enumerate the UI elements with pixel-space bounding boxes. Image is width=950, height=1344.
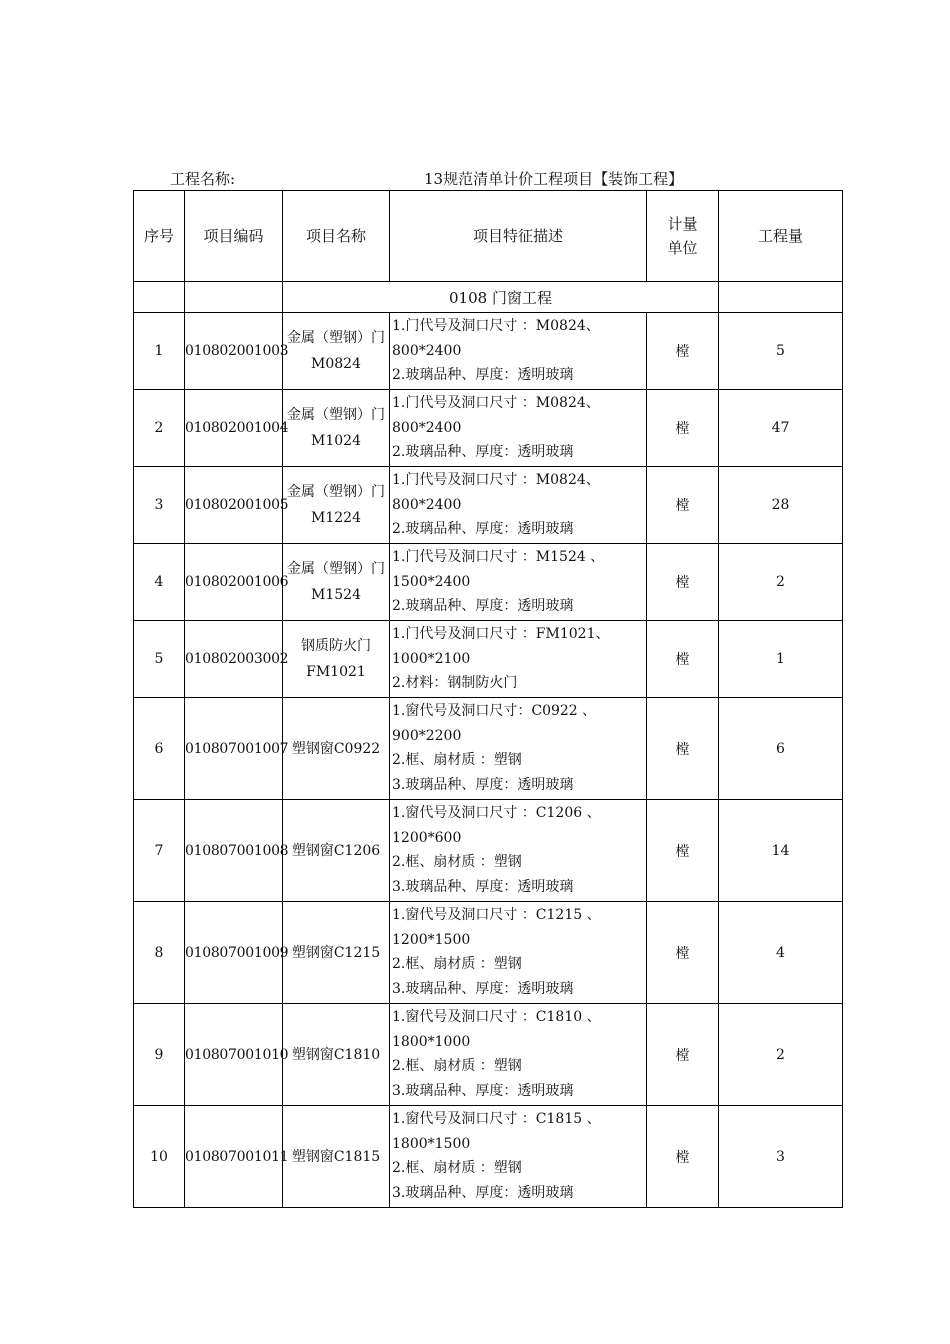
section-empty-cell — [719, 282, 843, 313]
row-description-lines — [390, 1004, 646, 1103]
row-unit: 樘 — [647, 1004, 719, 1106]
row-description-lines — [390, 313, 646, 388]
row-name — [283, 544, 390, 621]
row-seq: 3 — [134, 467, 185, 544]
row-description-lines — [390, 800, 646, 899]
row-name-line: 塑钢窗C0922 — [291, 740, 381, 757]
row-description-lines — [390, 544, 646, 619]
section-empty-cell — [134, 282, 185, 313]
row-unit: 樘 — [647, 313, 719, 390]
row-seq: 2 — [134, 390, 185, 467]
row-name — [283, 1004, 390, 1106]
row-description-line: 3.玻璃品种、厚度：透明玻璃 — [392, 878, 574, 895]
row-unit: 樘 — [647, 390, 719, 467]
row-description-lines — [390, 902, 646, 1001]
row-description — [390, 800, 647, 902]
row-unit: 樘 — [647, 544, 719, 621]
table-row — [134, 1106, 843, 1208]
row-name — [283, 467, 390, 544]
row-description-line: 1.门代号及洞口尺寸 ：M1524 、 — [392, 549, 605, 565]
row-seq: 8 — [134, 902, 185, 1004]
row-quantity: 6 — [719, 698, 843, 800]
row-description — [390, 544, 647, 621]
table-row — [134, 902, 843, 1004]
row-seq: 6 — [134, 698, 185, 800]
project-name-label: 工程名称: — [170, 170, 236, 188]
table-row — [134, 544, 843, 621]
row-quantity: 47 — [719, 390, 843, 467]
row-quantity: 1 — [719, 621, 843, 698]
row-description-lines — [390, 621, 646, 696]
row-description-line: 2.框、扇材质 ：塑钢 — [392, 1160, 522, 1176]
row-description-line: 3.玻璃品种、厚度：透明玻璃 — [392, 776, 574, 793]
row-seq: 1 — [134, 313, 185, 390]
row-code: 010802003002 — [185, 621, 283, 698]
row-description-line: 2.玻璃品种、厚度：透明玻璃 — [392, 367, 574, 383]
table-body — [134, 282, 843, 1208]
row-seq: 7 — [134, 800, 185, 902]
row-description-line: 1800*1000 — [392, 1033, 471, 1050]
row-name-line: 金属（塑钢）门 — [287, 484, 385, 500]
row-quantity: 2 — [719, 1004, 843, 1106]
row-name-line: 塑钢窗C1810 — [291, 1046, 381, 1063]
row-code: 010807001010 — [185, 1004, 283, 1106]
row-description-line: 1.窗代号及洞口尺寸 ：C1815 、 — [392, 1111, 601, 1127]
row-description-line: 1.窗代号及洞口尺寸：C0922 、 — [392, 703, 597, 719]
row-description-line: 3.玻璃品种、厚度：透明玻璃 — [392, 980, 574, 997]
row-name-line: M1024 — [311, 433, 361, 449]
table-row — [134, 621, 843, 698]
row-unit: 樘 — [647, 698, 719, 800]
row-description-line: 2.框、扇材质 ：塑钢 — [392, 1058, 522, 1074]
column-header-seq: 序号 — [134, 191, 185, 282]
row-name — [283, 313, 390, 390]
column-header-name: 项目名称 — [283, 191, 390, 282]
row-seq: 9 — [134, 1004, 185, 1106]
row-name-line: 金属（塑钢）门 — [287, 407, 385, 423]
row-name — [283, 390, 390, 467]
row-code: 010802001003 — [185, 313, 283, 390]
row-name — [283, 621, 390, 698]
row-unit: 樘 — [647, 902, 719, 1004]
table-row — [134, 800, 843, 902]
row-quantity: 2 — [719, 544, 843, 621]
row-description-line: 800*2400 — [392, 342, 462, 359]
row-seq: 4 — [134, 544, 185, 621]
row-seq: 10 — [134, 1106, 185, 1208]
row-description-line: 2.框、扇材质 ：塑钢 — [392, 752, 522, 768]
row-description-lines — [390, 698, 646, 797]
bill-of-quantities-table — [133, 190, 843, 1208]
row-code: 010807001009 — [185, 902, 283, 1004]
row-description-line: 800*2400 — [392, 419, 462, 436]
row-description-lines — [390, 390, 646, 465]
row-quantity: 28 — [719, 467, 843, 544]
row-name-line: 塑钢窗C1815 — [291, 1148, 381, 1165]
row-code: 010802001004 — [185, 390, 283, 467]
table-row — [134, 390, 843, 467]
row-unit: 樘 — [647, 1106, 719, 1208]
row-description-line: 3.玻璃品种、厚度：透明玻璃 — [392, 1184, 574, 1201]
column-header-code: 项目编码 — [185, 191, 283, 282]
row-description-line: 1800*1500 — [392, 1135, 471, 1152]
column-header-unit — [647, 191, 719, 282]
row-description-line: 1.窗代号及洞口尺寸 ：C1215 、 — [392, 907, 601, 923]
row-description-lines — [390, 467, 646, 542]
row-unit: 樘 — [647, 467, 719, 544]
row-description — [390, 621, 647, 698]
row-description-line: 800*2400 — [392, 496, 462, 513]
row-code: 010807001008 — [185, 800, 283, 902]
row-description — [390, 1004, 647, 1106]
row-name-line: 塑钢窗C1215 — [291, 944, 381, 961]
row-description-line: 1200*1500 — [392, 931, 471, 948]
row-unit: 樘 — [647, 621, 719, 698]
column-header-description: 项目特征描述 — [390, 191, 647, 282]
row-description — [390, 1106, 647, 1208]
row-code: 010802001005 — [185, 467, 283, 544]
row-description — [390, 390, 647, 467]
row-description — [390, 313, 647, 390]
table-header-row — [134, 191, 843, 282]
row-name-line: M0824 — [311, 356, 361, 372]
row-description — [390, 902, 647, 1004]
row-name-line: 钢质防火门 — [301, 638, 371, 654]
row-name-line: 金属（塑钢）门 — [287, 330, 385, 346]
table-row — [134, 467, 843, 544]
table-row — [134, 698, 843, 800]
table-row — [134, 313, 843, 390]
row-description-line: 3.玻璃品种、厚度：透明玻璃 — [392, 1082, 574, 1099]
section-row — [134, 282, 843, 313]
row-code: 010802001006 — [185, 544, 283, 621]
document-title: 13规范清单计价工程项目【装饰工程】 — [424, 170, 684, 188]
row-name-line: 金属（塑钢）门 — [287, 561, 385, 577]
row-description-line: 1.门代号及洞口尺寸 ：M0824、 — [392, 472, 600, 488]
row-description-line: 2.玻璃品种、厚度：透明玻璃 — [392, 598, 574, 614]
column-header-quantity: 工程量 — [719, 191, 843, 282]
row-name-line: M1524 — [311, 587, 361, 603]
row-quantity: 5 — [719, 313, 843, 390]
row-description-line: 2.材料：钢制防火门 — [392, 675, 518, 691]
row-name-line: 塑钢窗C1206 — [291, 842, 381, 859]
table-row — [134, 1004, 843, 1106]
column-header-unit-line1: 计量 — [667, 215, 698, 233]
row-description-lines — [390, 1106, 646, 1205]
page-header — [134, 166, 842, 190]
row-description-line: 1.门代号及洞口尺寸 ：M0824、 — [392, 395, 600, 411]
row-name — [283, 1106, 390, 1208]
row-description-line: 1.门代号及洞口尺寸 ：FM1021、 — [392, 626, 610, 642]
row-name — [283, 698, 390, 800]
row-code: 010807001007 — [185, 698, 283, 800]
row-name — [283, 902, 390, 1004]
row-description-line: 2.框、扇材质 ：塑钢 — [392, 956, 522, 972]
row-seq: 5 — [134, 621, 185, 698]
section-title: 0108 门窗工程 — [283, 282, 719, 313]
row-description-line: 1200*600 — [392, 829, 462, 846]
row-description-line: 1.门代号及洞口尺寸 ：M0824、 — [392, 318, 600, 334]
row-name-line: M1224 — [311, 510, 361, 526]
row-name — [283, 800, 390, 902]
row-description — [390, 698, 647, 800]
row-description-line: 2.玻璃品种、厚度：透明玻璃 — [392, 444, 574, 460]
row-quantity: 14 — [719, 800, 843, 902]
row-description-line: 1500*2400 — [392, 573, 471, 590]
column-header-unit-line2: 单位 — [667, 239, 698, 257]
row-description-line: 1.窗代号及洞口尺寸 ：C1810 、 — [392, 1009, 601, 1025]
row-description-line: 1000*2100 — [392, 650, 471, 667]
row-quantity: 4 — [719, 902, 843, 1004]
section-empty-cell — [185, 282, 283, 313]
row-description-line: 2.框、扇材质 ：塑钢 — [392, 854, 522, 870]
row-name-line: FM1021 — [306, 664, 366, 680]
row-unit: 樘 — [647, 800, 719, 902]
row-description-line: 1.窗代号及洞口尺寸 ：C1206 、 — [392, 805, 601, 821]
row-code: 010807001011 — [185, 1106, 283, 1208]
row-description-line: 2.玻璃品种、厚度：透明玻璃 — [392, 521, 574, 537]
row-description-line: 900*2200 — [392, 727, 462, 744]
row-quantity: 3 — [719, 1106, 843, 1208]
row-description — [390, 467, 647, 544]
